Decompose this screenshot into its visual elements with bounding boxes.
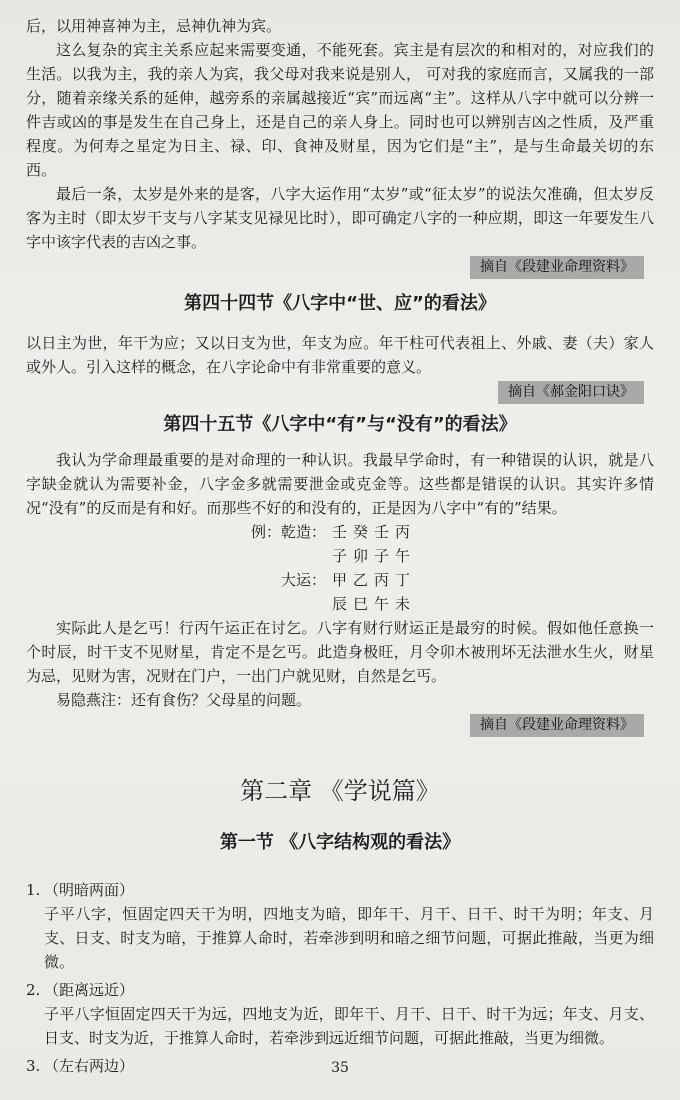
chart-row-branches: [26, 544, 654, 568]
item-title: （距离远近）: [44, 981, 135, 999]
section-heading: 第四十四节《八字中“世、应”的看法》: [184, 293, 496, 314]
paragraph: 后，以用神喜神为主，忌神仇神为宾。: [26, 17, 282, 35]
item-number: 2.: [26, 981, 41, 999]
paragraph: 这么复杂的宾主关系应起来需要变通，不能死套。宾主是有层次的和相对的，对应我们的生活。以我为主，我的亲人为宾，我父母对我来说是别人， 可对我的家庭而言，又属我的一部分，随着亲缘关系的延伸，越旁系的亲属越接近“宾”而远离“主”。这样从八字中就可以分辨一件吉或凶的事是发生在自己身上，还是自己的亲人身上。同时也可以辨别吉凶之性质，及严重程度。为何寿之星定为日主、禄、印、食神及财星，因为它们是“主”，是与生命最关切的东西。: [26, 41, 654, 179]
list-item: [26, 878, 654, 902]
paragraph: 易隐燕注：还有食伤？父母星的问题。: [56, 691, 312, 709]
luck-row-branches: [26, 592, 654, 616]
item-number: 3.: [26, 1057, 41, 1075]
item-title: （明暗两面）: [44, 881, 135, 899]
source-note: 摘自《段建业命理资料》: [26, 714, 644, 737]
luck-stems: 甲乙丙丁: [332, 571, 417, 589]
list-item: [26, 978, 654, 1002]
chart-row-stems: [26, 520, 654, 544]
chart-label: 例：乾造：: [250, 523, 326, 541]
paragraph: 最后一条，太岁是外来的是客，八字大运作用“太岁”或“征太岁”的说法欠准确，但太岁反客为主时（即太岁干支与八字某支见禄见比时），即可确定八字的一种应期，即这一年要发生八字中该字代表的吉凶之事。: [26, 185, 654, 251]
section-heading: 第四十五节《八字中“有”与“没有”的看法》: [163, 414, 517, 435]
page-number: 35: [331, 1060, 349, 1076]
chart-stems: 壬癸壬丙: [332, 523, 417, 541]
item-body: 子平八字，恒固定四天干为明，四地支为暗，即年干、月干、日干、时干为明；年支、月支、日支、时支为暗，于推算人命时，若牵涉到明和暗之细节问题，可据此推敲，当更为细微。: [44, 905, 654, 971]
section-heading: 第一节 《八字结构观的看法》: [219, 832, 461, 853]
chapter-title: 第二章 《学说篇》: [240, 777, 440, 805]
source-note: 摘自《段建业命理资料》: [26, 256, 644, 279]
luck-label: 大运：: [280, 571, 326, 589]
paragraph: 我认为学命理最重要的是对命理的一种认识。我最早学命时，有一种错误的认识，就是八字缺金就认为需要补金，八字金多就需要泄金或克金等。这些都是错误的认识。其实许多情况“没有”的反而是有和好。而那些不好的和没有的，正是因为八字中“有的”结果。: [26, 451, 654, 517]
item-title: （左右两边）: [44, 1057, 135, 1075]
bazi-chart: [26, 520, 654, 616]
luck-branches: 辰巳午未: [332, 595, 417, 613]
chart-branches: 子卯子午: [332, 547, 417, 565]
luck-row-stems: [26, 568, 654, 592]
paragraph: 以日主为世，年干为应；又以日支为世，年支为应。年干柱可代表祖上、外戚、妻（夫）家人或外人。引入这样的概念，在八字论命中有非常重要的意义。: [26, 334, 654, 376]
item-number: 1.: [26, 881, 41, 899]
item-body: 子平八字恒固定四天干为远，四地支为近，即年干、月干、日干、时干为远；年支、月支、日支、时支为近，于推算人命时，若牵涉到远近细节问题，可据此推敲，当更为细微。: [44, 1005, 654, 1047]
source-note: 摘自《郝金阳口诀》: [26, 381, 644, 404]
numbered-list: [26, 878, 654, 1078]
paragraph: 实际此人是乞丐！行丙午运正在讨乞。八字有财行财运正是最穷的时候。假如他任意换一个时辰，时干支不见财星，肯定不是乞丐。此造身极旺，月令卯木被刑坏无法泄水生火，财星为忌，见财为害，况财在门户，一出门户就见财，自然是乞丐。: [26, 619, 654, 685]
